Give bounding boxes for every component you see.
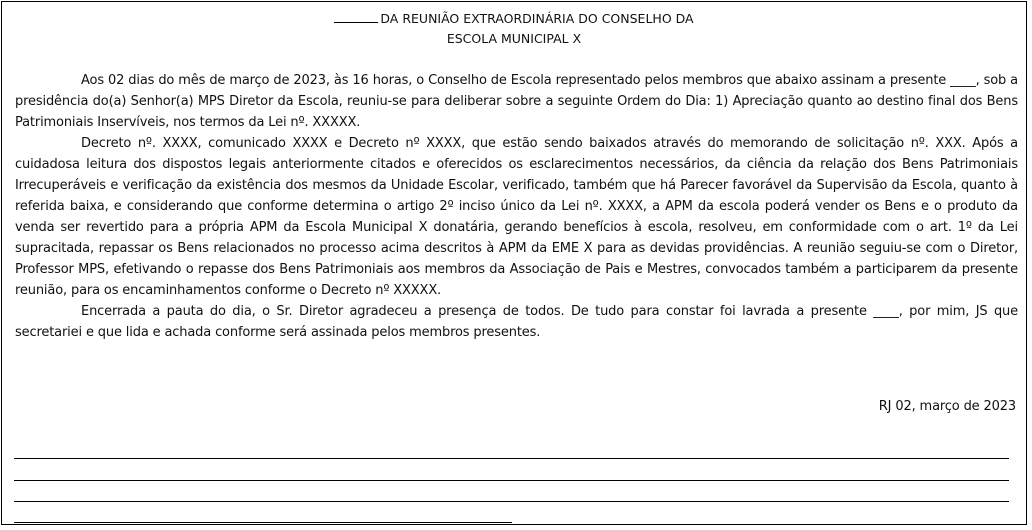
document-page xyxy=(1,1,1027,525)
minutes-body xyxy=(15,70,1018,343)
title-line1-text: DA REUNIÃO EXTRAORDINÁRIA DO CONSELHO DA xyxy=(380,11,694,26)
signature-line xyxy=(14,501,1009,502)
paragraph-decree: Decreto nº. XXXX, comunicado XXXX e Decreto nº XXXX, que estão sendo baixados através do memorando de solicitação nº. XXX. Após a cuidadosa leitura dos dispostos legais anteriormente citados e oferecidos os esclarecimentos necessários, da ciência da relação dos Bens Patrimoniais Irrecuperáveis e verificação da existência dos mesmos da Unidade Escolar, verificado, também que há Parecer favorável da Supervisão da Escola, quanto à referida baixa, e considerando que conforme determina o artigo 2º inciso único da Lei nº. XXXX, a APM da escola poderá vender os Bens e o produto da venda ser revertido para a própria APM da Escola Municipal X donatária, gerando benefícios à escola, resolveu, em conformidade com o art. 1º da Lei supracitada, repassar os Bens relacionados no processo acima descritos à APM da EME X para as devidas providências. A reunião seguiu-se com o Diretor, Professor MPS, efetivando o repasse dos Bens Patrimoniais aos membros da Associação de Pais e Mestres, convocados também a participarem da presente reunião, para os encaminhamentos conforme o Decreto nº XXXXX. xyxy=(15,136,1018,298)
paragraph-closing: Encerrada a pauta do dia, o Sr. Diretor agradeceu a presença de todos. De tudo para constar foi lavrada a presente ____, por mim, JS que secretariei e que lida e achada conforme será assinada pelos membros presentes. xyxy=(15,304,1018,340)
signature-line xyxy=(14,522,512,523)
paragraph-opening: Aos 02 dias do mês de março de 2023, às 16 horas, o Conselho de Escola representado pelos membros que abaixo assinam a presente ____, sob a presidência do(a) Senhor(a) MPS Diretor da Escola, reuniu-se para deliberar sobre a seguinte Ordem do Dia: 1) Apreciação quanto ao destino final dos Bens Patrimoniais Inservíveis, nos termos da Lei nº. XXXXX. xyxy=(15,73,1018,130)
signature-line xyxy=(14,458,1009,459)
place-date: RJ 02, março de 2023 xyxy=(878,399,1016,414)
title-blank-line xyxy=(334,11,378,23)
document-title-line2: ESCOLA MUNICIPAL X xyxy=(446,31,582,46)
signature-line xyxy=(14,480,1009,481)
document-title-line1 xyxy=(2,9,1026,29)
